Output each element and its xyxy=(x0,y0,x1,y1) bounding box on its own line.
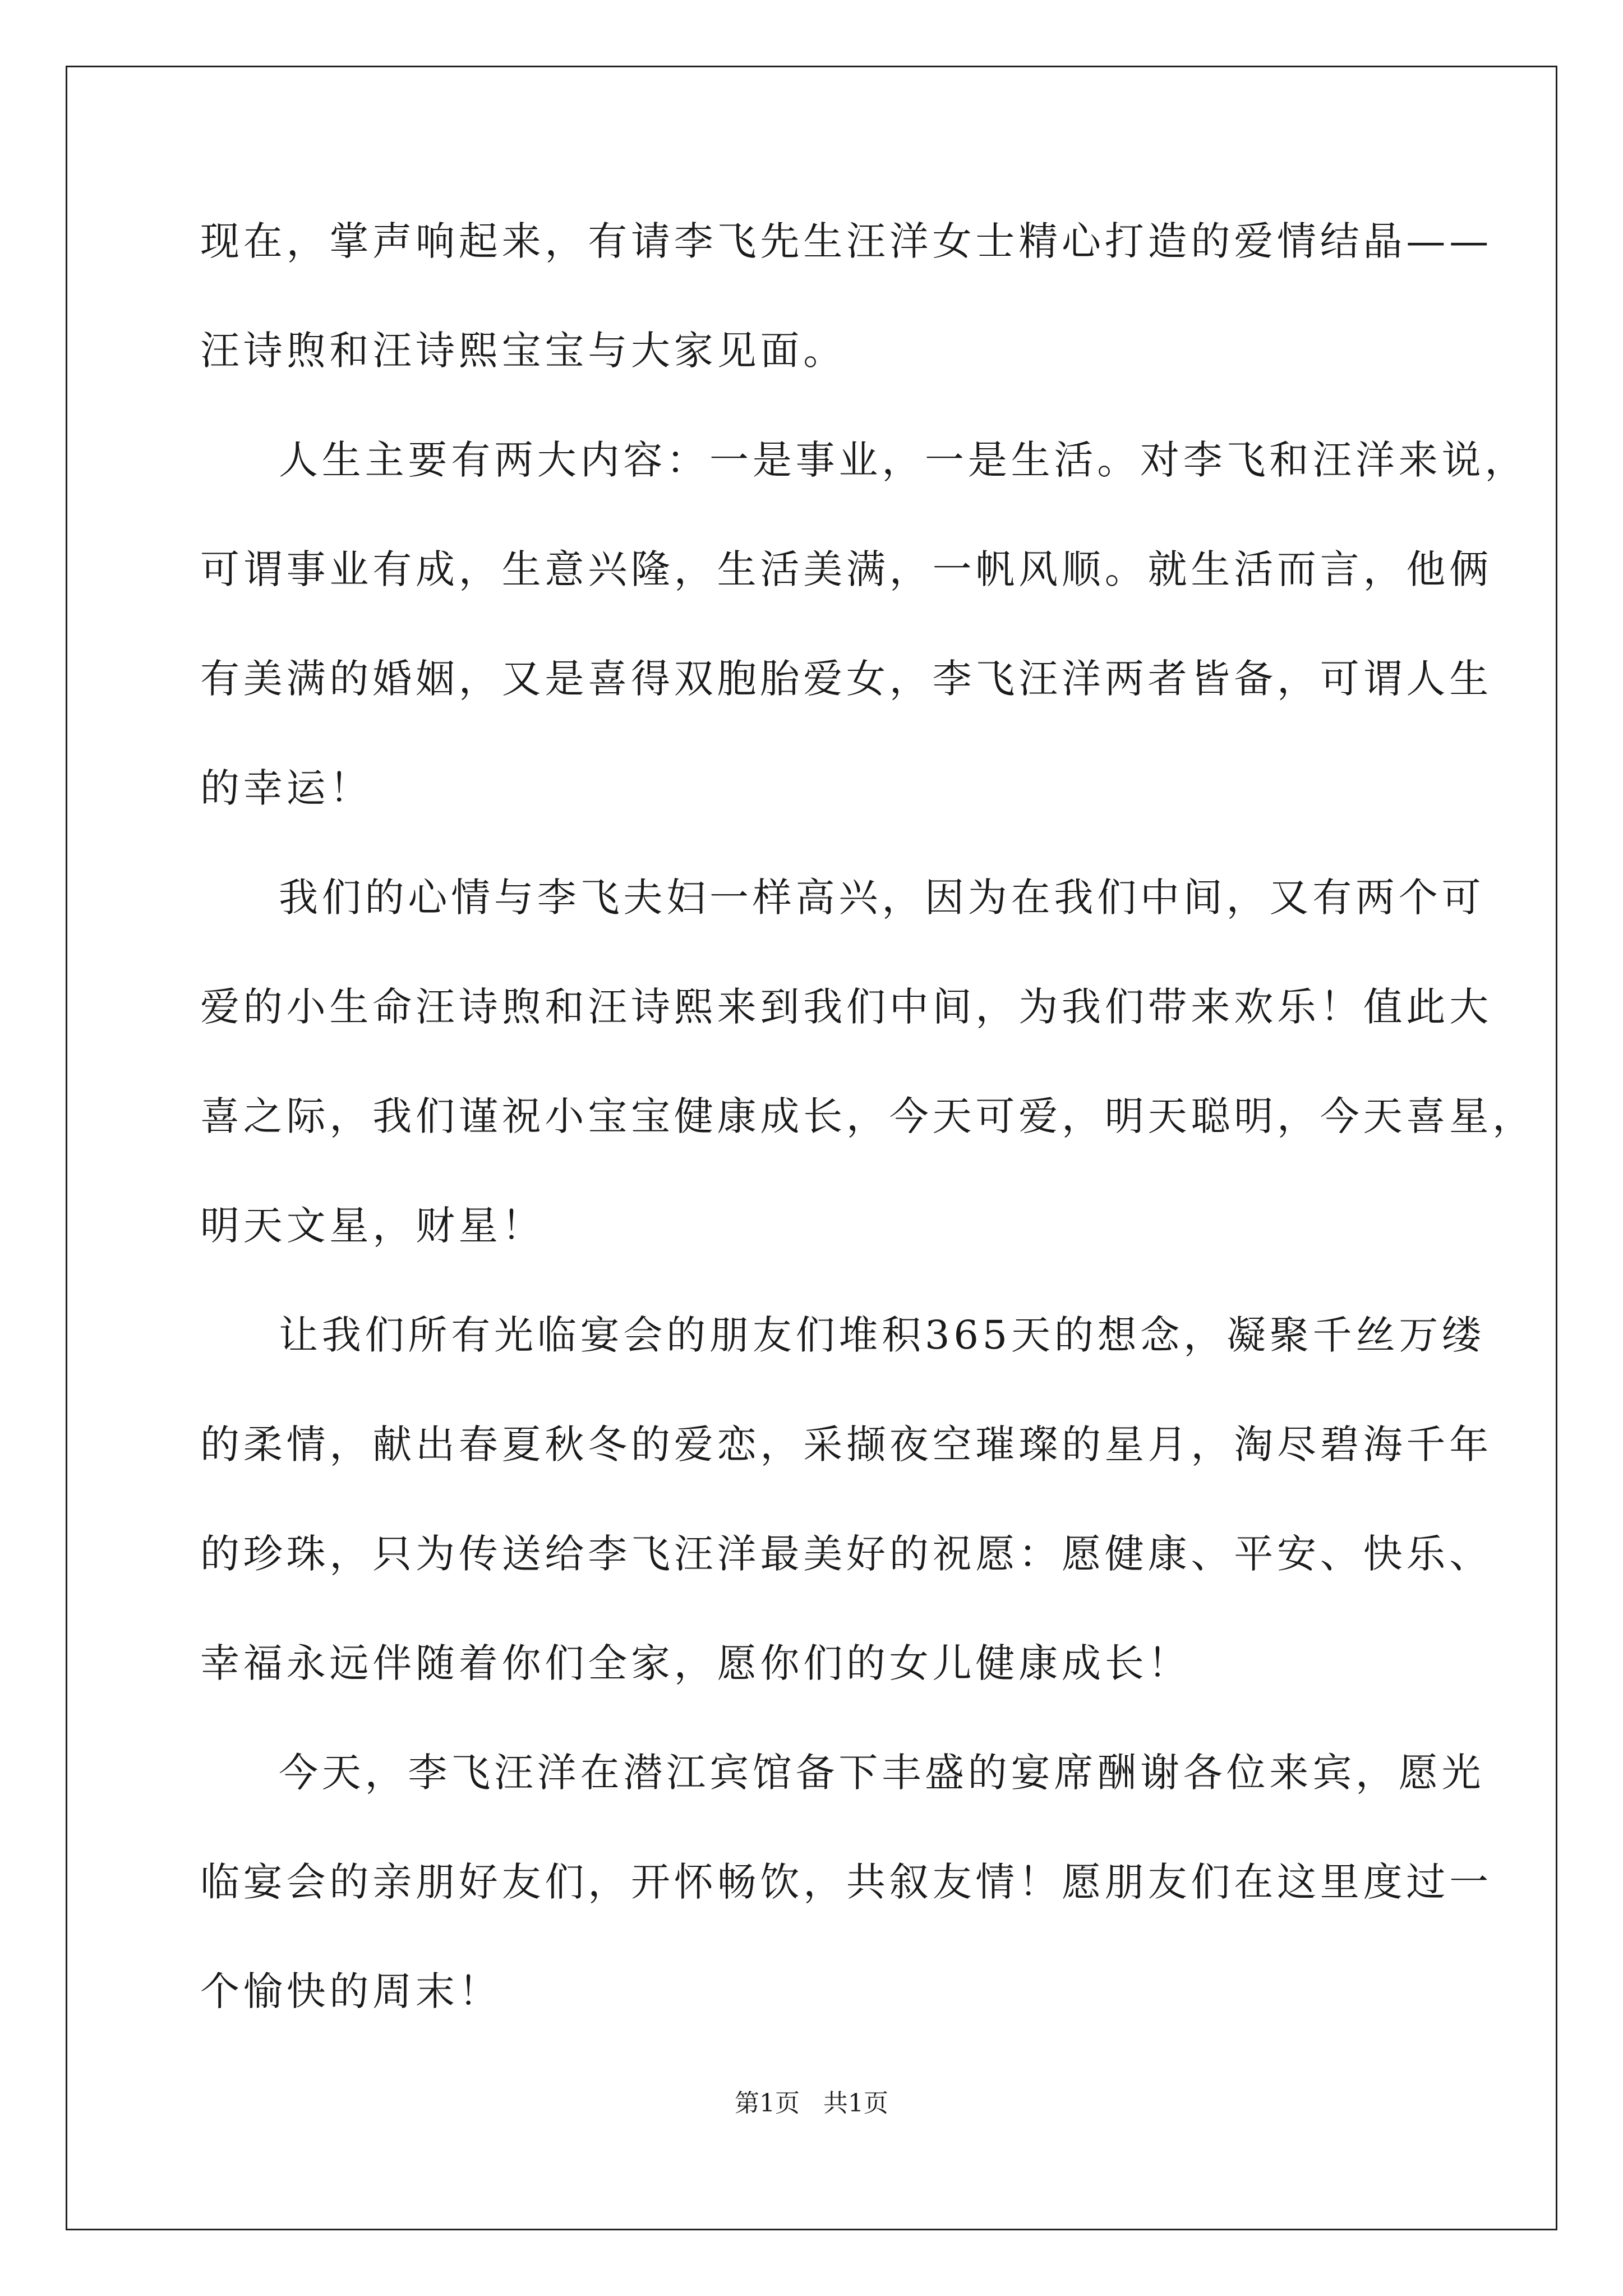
body-text-line: 可谓事业有成，生意兴隆，生活美满，一帆风顺。就生活而言，他俩 xyxy=(200,546,1492,592)
body-text-line: 的柔情，献出春夏秋冬的爱恋，采撷夜空璀璨的星月，淘尽碧海千年 xyxy=(200,1421,1492,1467)
body-text-line: 个愉快的周末！ xyxy=(200,1968,502,2014)
page-number-footer: 第1页 共1页 xyxy=(735,2089,888,2118)
body-text-line: 现在，掌声响起来，有请李飞先生汪洋女士精心打造的爱情结晶—— xyxy=(200,218,1492,264)
body-text-line: 爱的小生命汪诗煦和汪诗熙来到我们中间，为我们带来欢乐！值此大 xyxy=(200,984,1492,1030)
body-text-line: 今天，李飞汪洋在潜江宾馆备下丰盛的宴席酬谢各位来宾，愿光 xyxy=(279,1750,1485,1796)
body-text-line: 的幸运！ xyxy=(200,765,373,811)
body-text-line: 汪诗煦和汪诗熙宝宝与大家见面。 xyxy=(200,328,846,374)
body-text-line: 让我们所有光临宴会的朋友们堆积365天的想念，凝聚千丝万缕 xyxy=(279,1312,1485,1358)
body-text-line: 幸福永远伴随着你们全家，愿你们的女儿健康成长！ xyxy=(200,1640,1191,1686)
body-text-line: 我们的心情与李飞夫妇一样高兴，因为在我们中间，又有两个可 xyxy=(279,875,1485,921)
body-text-line: 人生主要有两大内容：一是事业，一是生活。对李飞和汪洋来说， xyxy=(279,437,1528,483)
body-text-line: 临宴会的亲朋好友们，开怀畅饮，共叙友情！愿朋友们在这里度过一 xyxy=(200,1859,1492,1905)
body-text-line: 有美满的婚姻，又是喜得双胞胎爱女，李飞汪洋两者皆备，可谓人生 xyxy=(200,656,1492,702)
body-text-line: 喜之际，我们谨祝小宝宝健康成长，今天可爱，明天聪明，今天喜星， xyxy=(200,1093,1536,1139)
body-text-line: 明天文星，财星！ xyxy=(200,1203,545,1249)
body-text-line: 的珍珠，只为传送给李飞汪洋最美好的祝愿：愿健康、平安、快乐、 xyxy=(200,1531,1492,1577)
